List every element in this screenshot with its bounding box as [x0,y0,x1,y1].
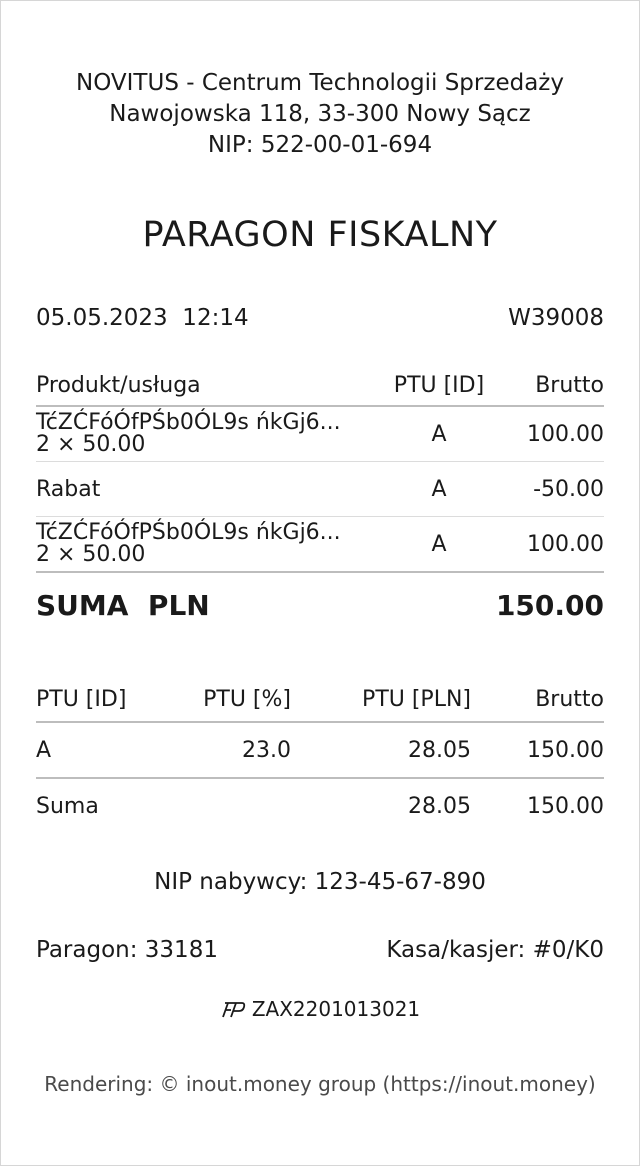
item-name: TćZĆFóÓfPŚb0ÓL9s ńkGj6... [36,410,341,435]
vat-table-header [36,677,604,723]
column-header-ptu-pln: PTU [PLN] [362,686,471,712]
items-table [36,365,604,573]
fiscal-code: ZAX2201013021 [251,997,421,1021]
item-name: Rabat [36,476,101,502]
item-quantity: 2 × 50.00 [36,432,146,457]
item-brutto: 100.00 [527,421,604,447]
table-row [36,462,604,517]
receipt-datetime: 05.05.2023 12:14 [36,305,249,331]
column-header-brutto: Brutto [535,372,604,398]
receipt-no: Paragon: 33181 [36,937,218,963]
items-table-header [36,365,604,407]
receipt-info [36,935,604,965]
item-name: TćZĆFóÓfPŚb0ÓL9s ńkGj6... [36,520,341,545]
column-header-ptu: PTU [ID] [393,372,485,398]
table-row [36,407,604,462]
merchant-name: NOVITUS - Centrum Technologii Sprzedaży [76,70,564,96]
vat-sum-row [36,779,604,833]
item-ptu: A [431,476,447,502]
vat-sum-label: Suma [36,793,99,819]
fiscal-code-row [36,995,604,1023]
column-header-brutto: Brutto [535,686,604,712]
receipt-meta [36,303,604,333]
receipt-number: W39008 [508,305,604,331]
total-value: 150.00 [495,589,604,622]
item-cell [36,522,384,566]
vat-brutto: 150.00 [527,737,604,763]
column-header-ptu-percent: PTU [%] [203,686,291,712]
merchant-header [36,1,604,161]
column-header-product: Produkt/usługa [36,372,201,398]
merchant-address: Nawojowska 118, 33-300 Nowy Sącz [109,101,531,127]
vat-percent: 23.0 [242,737,291,763]
vat-table [36,677,604,833]
item-brutto: 100.00 [527,531,604,557]
item-quantity: 2 × 50.00 [36,542,146,567]
item-cell [36,412,384,456]
vat-sum-brutto: 150.00 [527,793,604,819]
cashier-id: Kasa/kasjer: #0/K0 [386,937,604,963]
vat-id: A [36,737,52,763]
column-header-ptu-id: PTU [ID] [36,686,127,712]
receipt-title: PARAGON FISKALNY [142,215,498,255]
table-row [36,517,604,573]
fiscal-logo-icon [220,1001,246,1019]
item-ptu: A [431,421,447,447]
item-ptu: A [431,531,447,557]
table-row [36,723,604,779]
merchant-nip: NIP: 522-00-01-694 [207,132,433,158]
item-brutto: -50.00 [533,476,604,502]
vat-pln: 28.05 [408,737,471,763]
footer-credit: Rendering: © inout.money group (https://inout.money) [44,1072,596,1096]
vat-sum-pln: 28.05 [408,793,471,819]
buyer-nip: NIP nabywcy: 123-45-67-890 [154,869,486,895]
total-label: SUMA PLN [36,589,210,622]
total-row [36,589,604,623]
